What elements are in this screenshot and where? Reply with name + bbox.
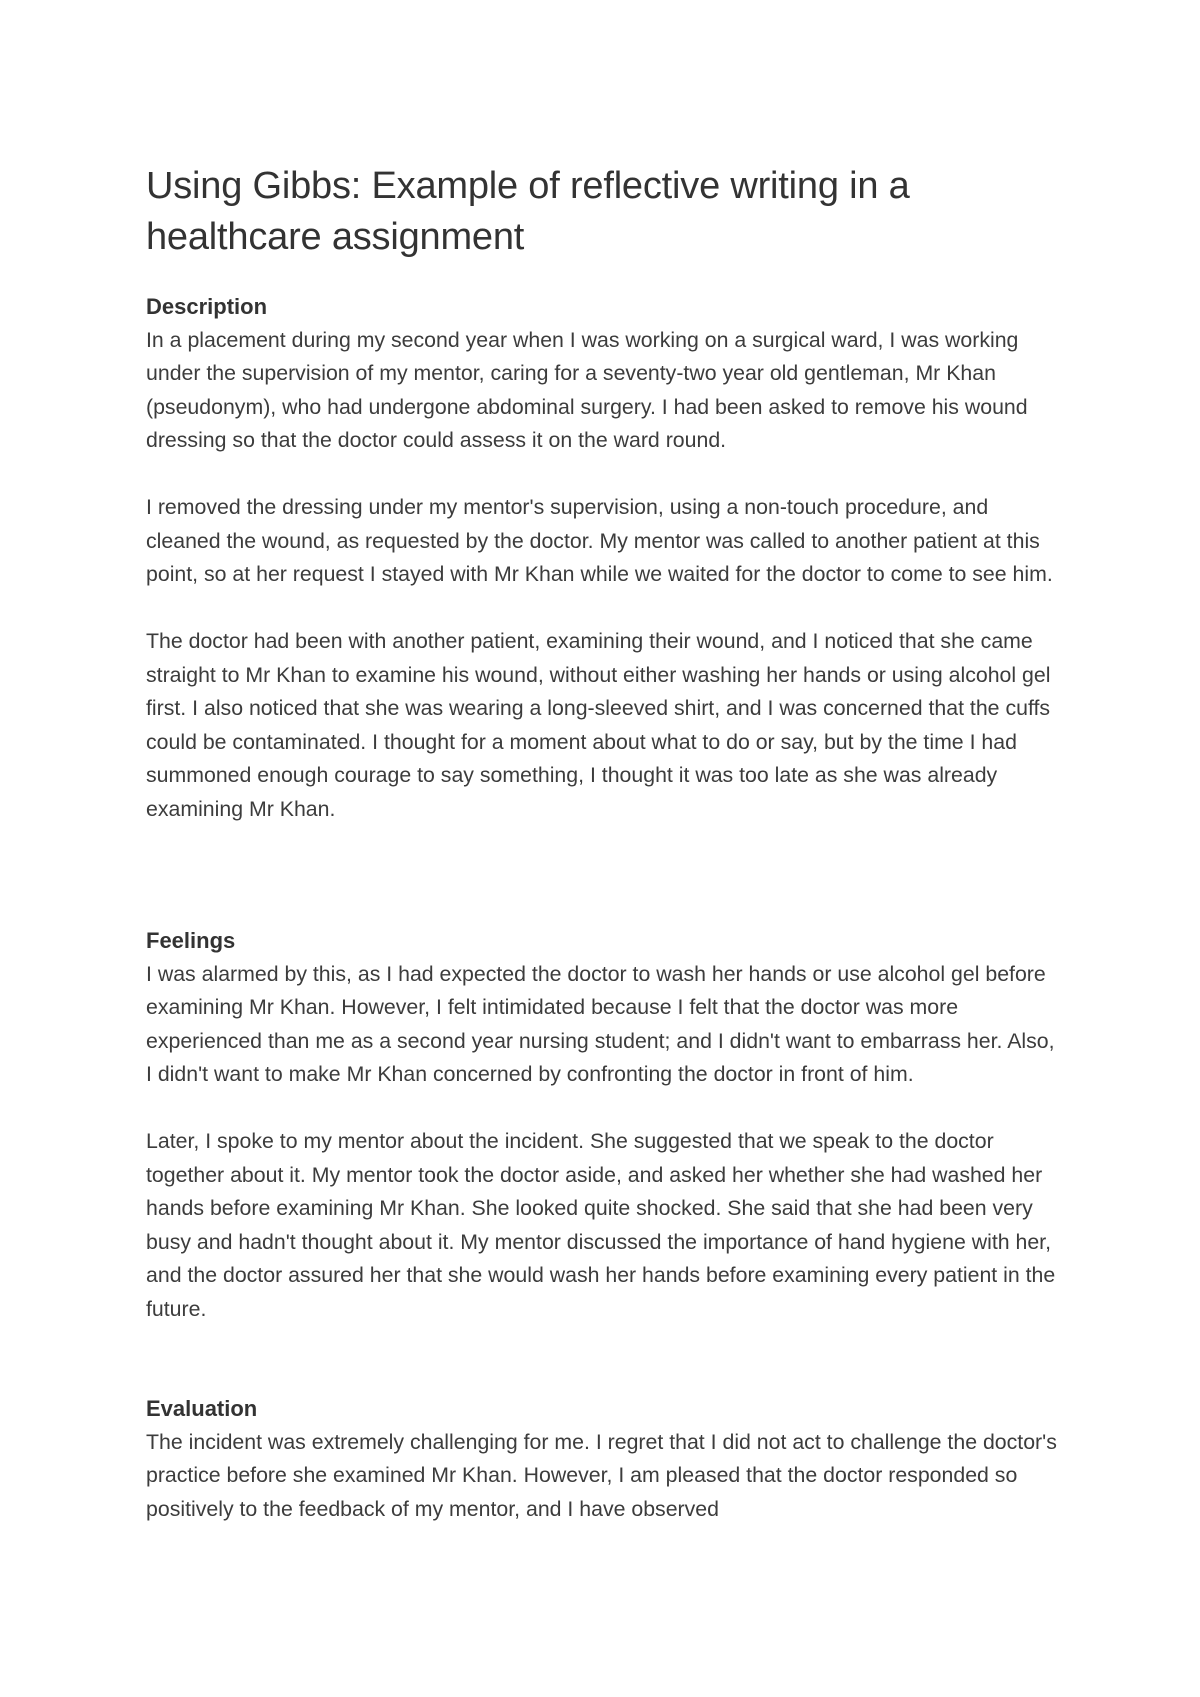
paragraph: The doctor had been with another patient, examining their wound, and I noticed that she came straight to Mr Khan to examine his wound, without either washing her hands or using alcohol gel first. I also noticed that she was wearing a long-sleeved shirt, and I was concerned that the cuffs could be contaminated. I thought for a moment about what to do or say, but by the time I had summoned enough courage to say something, I thought it was too late as she was already examining Mr Khan.	[146, 629, 1051, 821]
section-evaluation	[146, 1392, 1066, 1526]
section-heading-evaluation: Evaluation	[146, 1396, 258, 1421]
paragraph: Later, I spoke to my mentor about the incident. She suggested that we speak to the doctor together about it. My mentor took the doctor aside, and asked her whether she had washed her hands before examining Mr Khan. She looked quite shocked. She said that she had been very busy and hadn't thought about it. My mentor discussed the importance of hand hygiene with her, and the doctor assured her that she would wash her hands before examining every patient in the future.	[146, 1129, 1056, 1321]
section-feelings	[146, 924, 1066, 1326]
paragraph: I removed the dressing under my mentor's supervision, using a non-touch procedure, and cleaned the wound, as requested by the doctor. My mentor was called to another patient at this point, so at her request I stayed with Mr Khan while we waited for the doctor to come to see him.	[146, 495, 1053, 586]
section-description	[146, 290, 1066, 826]
paragraph: The incident was extremely challenging for me. I regret that I did not act to challenge the doctor's practice before she examined Mr Khan. However, I am pleased that the doctor responded so positively to the feedback of my mentor, and I have observed	[146, 1429, 1057, 1521]
paragraph: In a placement during my second year when I was working on a surgical ward, I was working under the supervision of my mentor, caring for a seventy-two year old gentleman, Mr Khan (pseudonym), who had undergone abdominal surgery. I had been asked to remove his wound dressing so that the doctor could assess it on the ward round.	[146, 327, 1028, 452]
section-heading-description: Description	[146, 294, 268, 319]
section-heading-feelings: Feelings	[146, 928, 236, 953]
document-title: Using Gibbs: Example of reflective writing in a healthcare assignment	[146, 165, 910, 258]
paragraph: I was alarmed by this, as I had expected the doctor to wash her hands or use alcohol gel before examining Mr Khan. However, I felt intimidated because I felt that the doctor was more experienced than me as a second year nursing student; and I didn't want to embarrass her. Also, I didn't want to make Mr Khan concerned by confronting the doctor in front of him.	[146, 961, 1055, 1086]
